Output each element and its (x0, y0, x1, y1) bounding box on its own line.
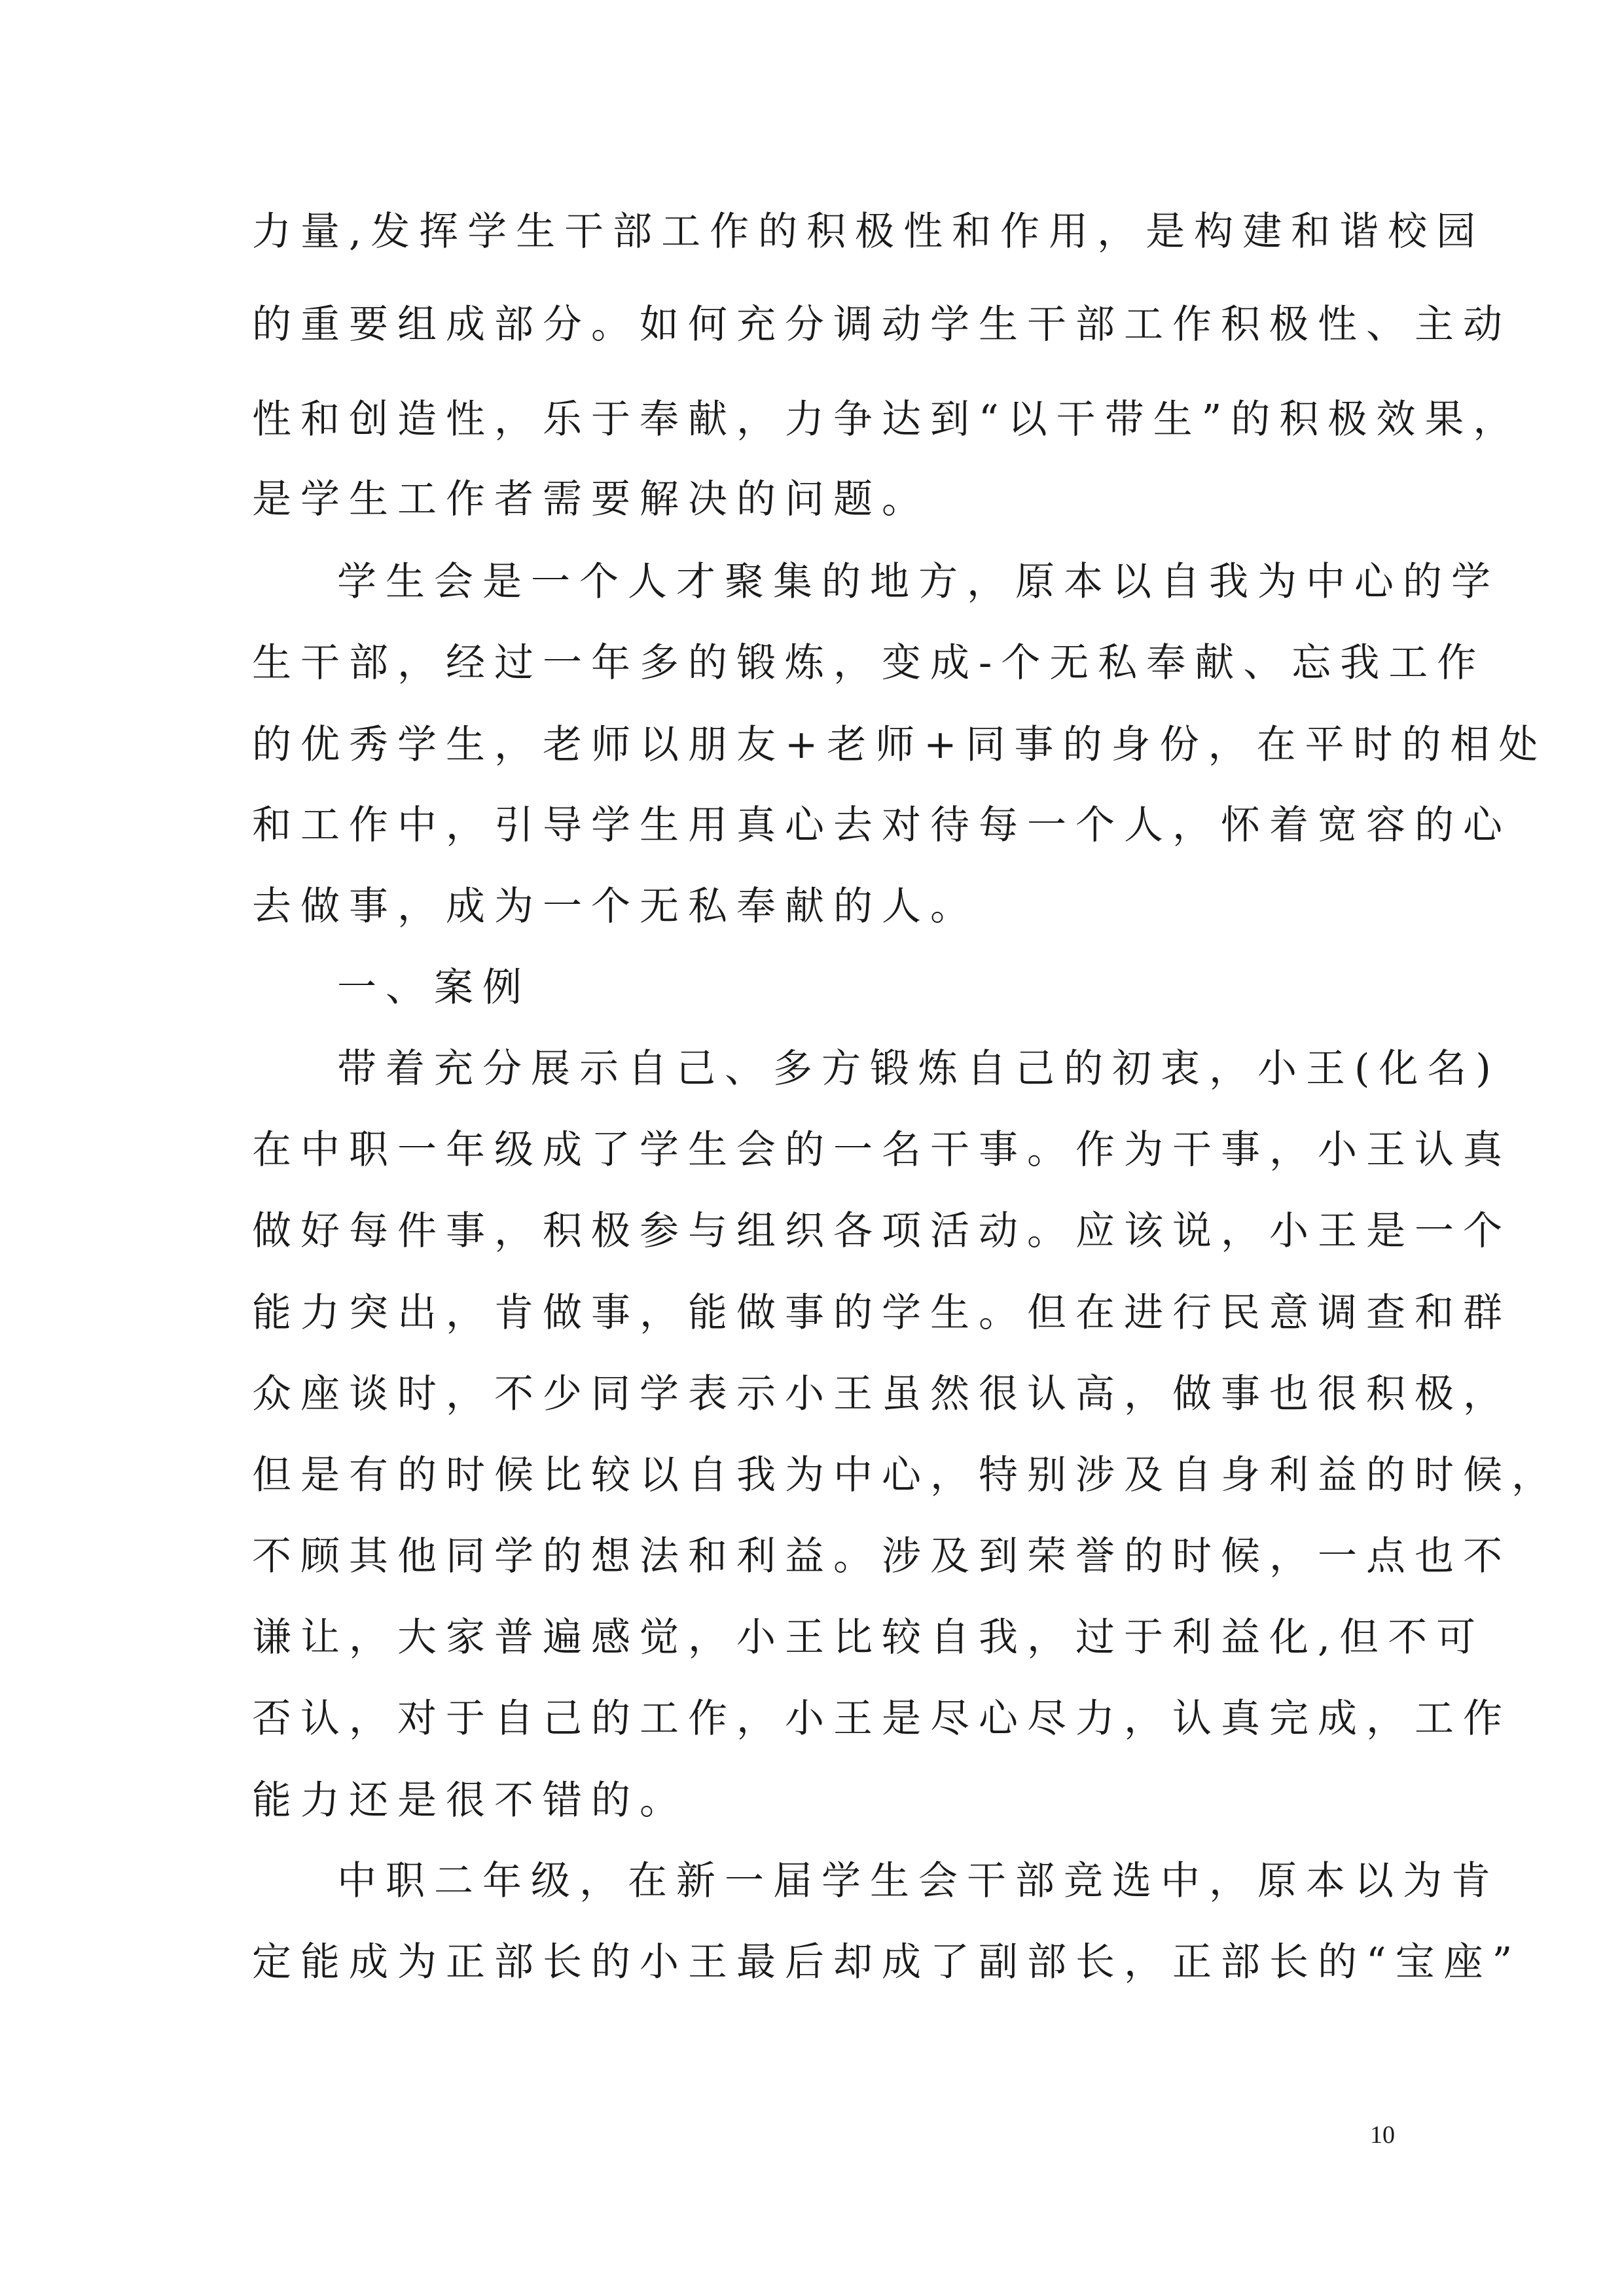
page-number: 10 (1370, 2121, 1395, 2149)
text-line: 去做事，成为一个无私奉献的人。 (252, 884, 979, 929)
text-line: 的优秀学生，老师以朋友+老师+同事的身份，在平时的相处 (252, 722, 1547, 768)
paragraph-start-line: 中职二年级，在新一届学生会干部竞选中，原本以为肯 (337, 1858, 1500, 1904)
text-line: 但是有的时候比较以自我为中心，特别涉及自身利益的时候， (252, 1452, 1560, 1498)
text-line: 谦让，大家普遍感觉，小王比较自我，过于利益化,但不可 (252, 1615, 1485, 1660)
paragraph-start-line: 带着充分展示自己、多方锻炼自己的初衷，小王(化名) (337, 1046, 1500, 1092)
text-line: 不顾其他同学的想法和利益。涉及到荣誉的时候，一点也不 (252, 1534, 1511, 1579)
text-line: 在中职一年级成了学生会的一名干事。作为干事，小王认真 (252, 1127, 1511, 1173)
paragraph-start-line: 学生会是一个人才聚集的地方，原本以自我为中心的学 (337, 559, 1500, 605)
text-line: 力量,发挥学生干部工作的积极性和作用，是构建和谐校园 (252, 209, 1485, 255)
text-line: 和工作中，引导学生用真心去对待每一个人，怀着宽容的心 (252, 802, 1511, 848)
text-line: 定能成为正部长的小王最后却成了副部长，正部长的“宝座” (252, 1939, 1522, 1985)
text-line: 能力突出，肯做事，能做事的学生。但在进行民意调查和群 (252, 1290, 1511, 1336)
text-line: 性和创造性，乐于奉献，力争达到“以干带生”的积极效果， (252, 397, 1522, 442)
section-heading: 一、案例 (337, 965, 531, 1011)
text-line: 是学生工作者需要解决的问题。 (252, 476, 930, 522)
text-line: 否认，对于自己的工作，小王是尽心尽力，认真完成，工作 (252, 1696, 1511, 1742)
text-line: 生干部，经过一年多的锻炼，变成-个无私奉献、忘我工作 (252, 640, 1486, 686)
text-line: 能力还是很不错的。 (252, 1778, 688, 1823)
text-line: 众座谈时，不少同学表示小王虽然很认高，做事也很积极， (252, 1371, 1511, 1417)
text-line: 做好每件事，积极参与组织各项活动。应该说，小王是一个 (252, 1208, 1511, 1254)
text-line: 的重要组成部分。如何充分调动学生干部工作积极性、主动 (252, 302, 1511, 348)
